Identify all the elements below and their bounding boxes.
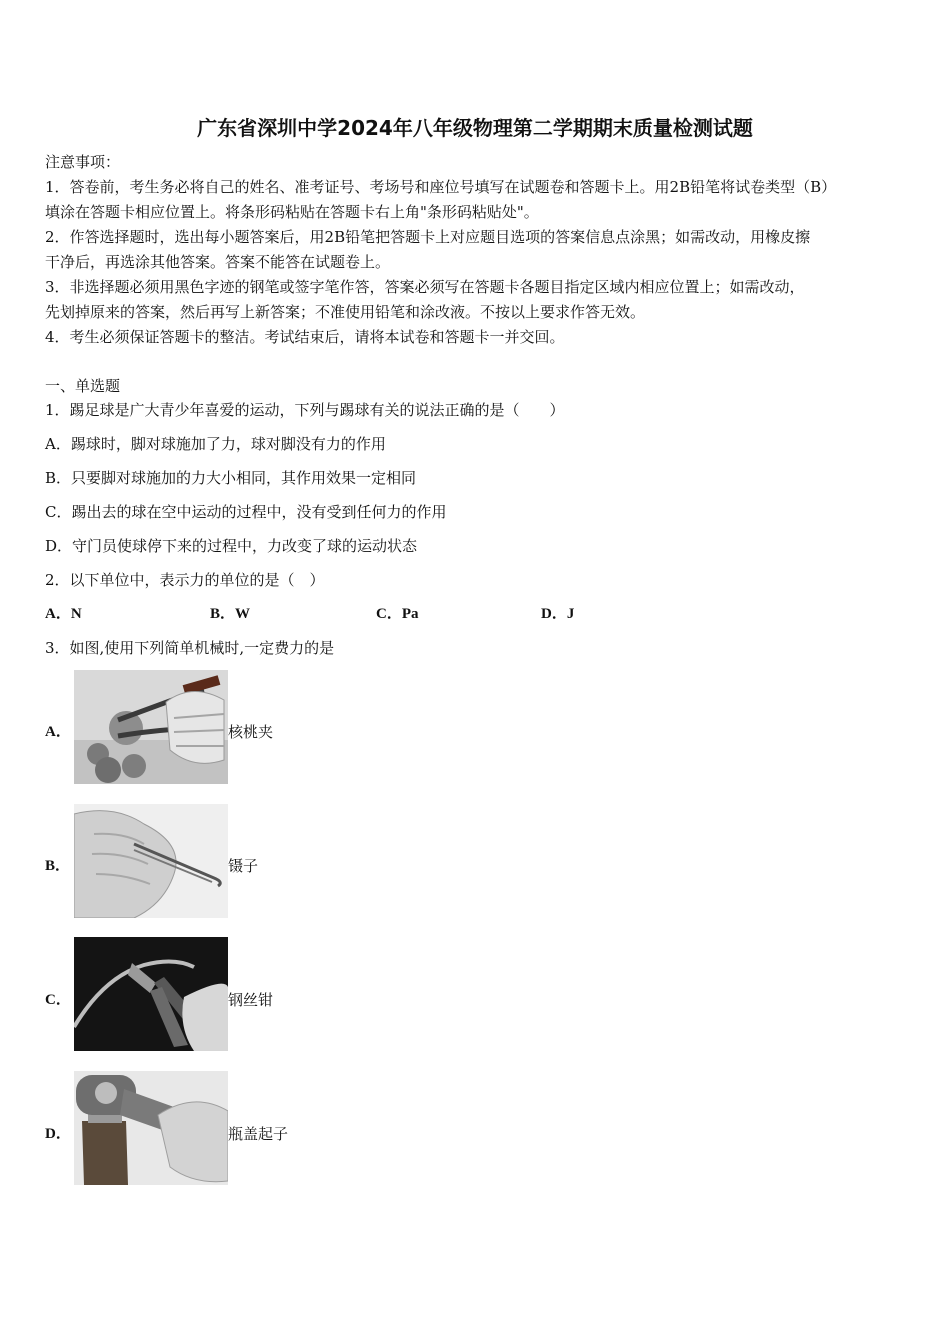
question-1-option-c: C．踢出去的球在空中运动的过程中，没有受到任何力的作用 [45,503,447,521]
page-title: 广东省深圳中学2024年八年级物理第二学期期末质量检测试题 [197,116,753,140]
question-2-option-d: D．J [541,606,575,622]
notice-line: 填涂在答题卡相应位置上。将条形码粘贴在答题卡右上角"条形码粘贴处"。 [45,203,539,221]
nutcracker-photo-icon [74,670,228,784]
question-3-option-c-text: 钢丝钳 [228,991,274,1009]
bottle-opener-photo-icon [74,1071,228,1185]
question-3-option-a-label: A． [45,724,71,740]
question-1-option-a: A．踢球时，脚对球施加了力，球对脚没有力的作用 [45,435,386,453]
question-3-option-b-text: 镊子 [228,857,259,875]
question-2-stem: 2．以下单位中，表示力的单位的是（ ） [45,571,325,589]
question-1-option-d: D．守门员使球停下来的过程中，力改变了球的运动状态 [45,537,418,555]
notice-heading: 注意事项： [45,153,121,171]
section-heading: 一、单选题 [45,377,121,395]
wire-cutter-photo-icon [74,937,228,1051]
notice-line: 3．非选择题必须用黑色字迹的钢笔或签字笔作答，答案必须写在答题卡各题目指定区域内相应位置上；如需改动， [45,278,805,296]
question-3-option-b-label: B． [45,858,71,874]
question-3-option-d-text: 瓶盖起子 [228,1125,289,1143]
question-3-option-c-label: C． [45,992,71,1008]
question-3-option-a-text: 核桃夹 [228,723,274,741]
question-2-option-a: A．N [45,606,82,622]
question-1-option-b: B．只要脚对球施加的力大小相同，其作用效果一定相同 [45,469,417,487]
question-3-option-d-label: D． [45,1126,71,1142]
question-1-stem: 1．踢足球是广大青少年喜爱的运动，下列与踢球有关的说法正确的是（ ） [45,401,565,419]
question-2-option-c: C．Pa [376,606,419,622]
notice-line: 干净后，再选涂其他答案。答案不能答在试题卷上。 [45,253,391,271]
notice-line: 先划掉原来的答案，然后再写上新答案；不准使用铅笔和涂改液。不按以上要求作答无效。 [45,303,646,321]
tweezers-photo-icon [74,804,228,918]
notice-line: 4．考生必须保证答题卡的整洁。考试结束后，请将本试卷和答题卡一并交回。 [45,328,565,346]
question-3-stem: 3．如图,使用下列简单机械时,一定费力的是 [45,639,335,657]
question-2-option-b: B．W [210,606,251,622]
notice-line: 1．答卷前，考生务必将自己的姓名、准考证号、考场号和座位号填写在试题卷和答题卡上。用2B铅笔将试卷类型（B） [45,178,837,196]
notice-line: 2．作答选择题时，选出每小题答案后，用2B铅笔把答题卡上对应题目选项的答案信息点涂黑；如需改动，用橡皮擦 [45,228,811,246]
